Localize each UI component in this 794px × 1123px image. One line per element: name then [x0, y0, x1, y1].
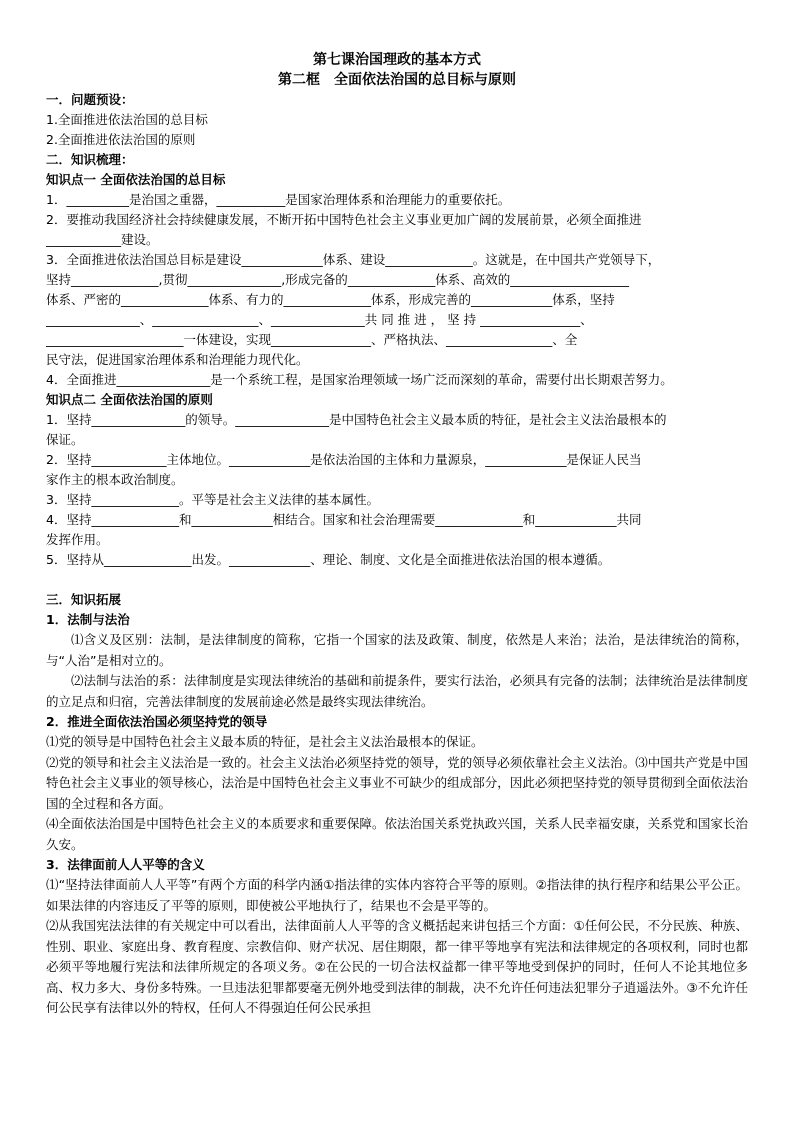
kp1-line: ____________建设。 — [46, 232, 159, 247]
kp1-line: 1．__________是治国之重器，___________是国家治理体系和治理能力的重要依托。 — [46, 192, 511, 207]
topic-1-paragraph: ⑴含义及区别：法制，是法律制度的简称，它指一个国家的法及政策、制度，依然是人来治；法治，是法律统治的简称，与“人治”是相对立的。 — [46, 632, 748, 668]
preset-item: 1.全面推进依法治国的总目标 — [46, 112, 208, 127]
section-1-heading: 一．问题预设： — [46, 92, 134, 107]
kp1-line: 民守法，促进国家治理体系和治理能力现代化。 — [46, 352, 309, 367]
kp2-line: 发挥作用。 — [46, 532, 109, 547]
kp1-line: ______________________一体建设，实现________________、严格执法、_________________、全 — [46, 332, 578, 347]
kp1-line: 2．要推动我国经济社会持续健康发展，不断开拓中国特色社会主义事业更加广阔的发展前景，必须全面推进 — [46, 212, 642, 227]
section-2-heading: 二．知识梳理： — [46, 152, 134, 167]
kp2-line: 2．坚持____________主体地位。_____________是依法治国的主体和力量源泉，_____________是保证人民当 — [46, 452, 642, 467]
kp1-line: 体系、严密的______________体系、有力的______________体系，形成完善的_____________体系，坚持 — [46, 292, 615, 307]
kp1-line: _______________、_________________、_______________共 同 推 进 ， 坚 持 ________________、 — [46, 312, 593, 327]
lesson-title: 第七课治国理政的基本方式 — [313, 52, 481, 68]
topic-3-heading: 3．法律面前人人平等的含义 — [46, 857, 205, 872]
kp2-line: 1．坚持_______________的领导。_______________是中国特色社会主义最本质的特征，是社会主义法治最根本的 — [46, 412, 667, 427]
section-title: 第二框 全面依法治国的总目标与原则 — [278, 72, 516, 88]
spacer — [46, 570, 748, 590]
topic-2-paragraph: ⑴党的领导是中国特色社会主义最本质的特征，是社会主义法治最根本的保证。 — [46, 734, 484, 749]
topic-3-paragraph: ⑵从我国宪法法律的有关规定中可以看出，法律面前人人平等的含义概括起来讲包括三个方面：①任何公民，不分民族、种族、性别、职业、家庭出身、教育程度、宗教信仰、财产状况、居住期限，都一律平等地享有宪法和法律规定的各项权利，同时也都必须平等地履行宪法和法律所规定的各项义务。②在公民的一切合法权益都一律平等地受到保护的同时，任何人不论其地位多高、权力多大、身份多特殊。一旦违法犯罪都要毫无例外地受到法律的制裁，决不允许任何违法犯罪分子逍遥法外。③不允许任何公民享有法律以外的特权，任何人不得强迫任何公民承担 — [46, 918, 748, 1015]
kp2-line: 保证。 — [46, 432, 84, 447]
kp2-line: 家作主的根本政治制度。 — [46, 472, 184, 487]
topic-2-paragraph: ⑷全面依法治国是中国特色社会主义的本质要求和重要保障。依法治国关系党执政兴国，关系人民幸福安康，关系党和国家长治久安。 — [46, 816, 748, 852]
kp2-line: 3．坚持______________。平等是社会主义法律的基本属性。 — [46, 492, 379, 507]
document-page — [46, 50, 748, 1019]
kp2-line: 4．坚持______________和_____________相结合。国家和社会治理需要______________和_____________共同 — [46, 512, 642, 527]
kp1-heading: 知识点一 全面依法治国的总目标 — [46, 172, 226, 187]
kp1-line: 坚持______________,贯彻_______________,形成完备的______________体系、高效的___________________ — [46, 272, 629, 287]
preset-item: 2.全面推进依法治国的原则 — [46, 132, 196, 147]
topic-2-heading: 2．推进全面依法治国必须坚持党的领导 — [46, 714, 268, 729]
topic-1-heading: 1．法制与法治 — [46, 612, 130, 627]
kp1-line: 4．全面推进_______________是一个系统工程，是国家治理领域一场广泛而深刻的革命，需要付出长期艰苦努力。 — [46, 372, 673, 387]
kp2-heading: 知识点二 全面依法治国的原则 — [46, 392, 213, 407]
section-3-heading: 三．知识拓展 — [46, 592, 122, 607]
kp2-line: 5．坚持从______________出发。_____________、理论、制度、文化是全面推进依法治国的根本遵循。 — [46, 552, 611, 567]
topic-2-paragraph: ⑵党的领导和社会主义法治是一致的。社会主义法治必须坚持党的领导，党的领导必须依靠社会主义法治。⑶中国共产党是中国特色社会主义事业的领导核心，法治是中国特色社会主义事业不可缺少的组成部分，因此必须把坚持党的领导贯彻到全面依法治国的全过程和各方面。 — [46, 754, 748, 811]
topic-3-paragraph: ⑴“坚持法律面前人人平等”有两个方面的科学内涵①指法律的实体内容符合平等的原则。②指法律的执行程序和结果公平公正。如果法律的内容违反了平等的原则，即使被公平地执行了，结果也不会是平等的。 — [46, 877, 748, 913]
kp1-line: 3．全面推进依法治国总目标是建设_____________体系、建设______________。这就是，在中国共产党领导下， — [46, 252, 661, 267]
topic-1-paragraph: ⑵法制与法治的系：法律制度是实现法律统治的基础和前提条件，要实行法治，必须具有完备的法制；法律统治是法律制度的立足点和归宿，完善法律制度的发展前途必然是最终实现法律统治。 — [46, 673, 748, 709]
